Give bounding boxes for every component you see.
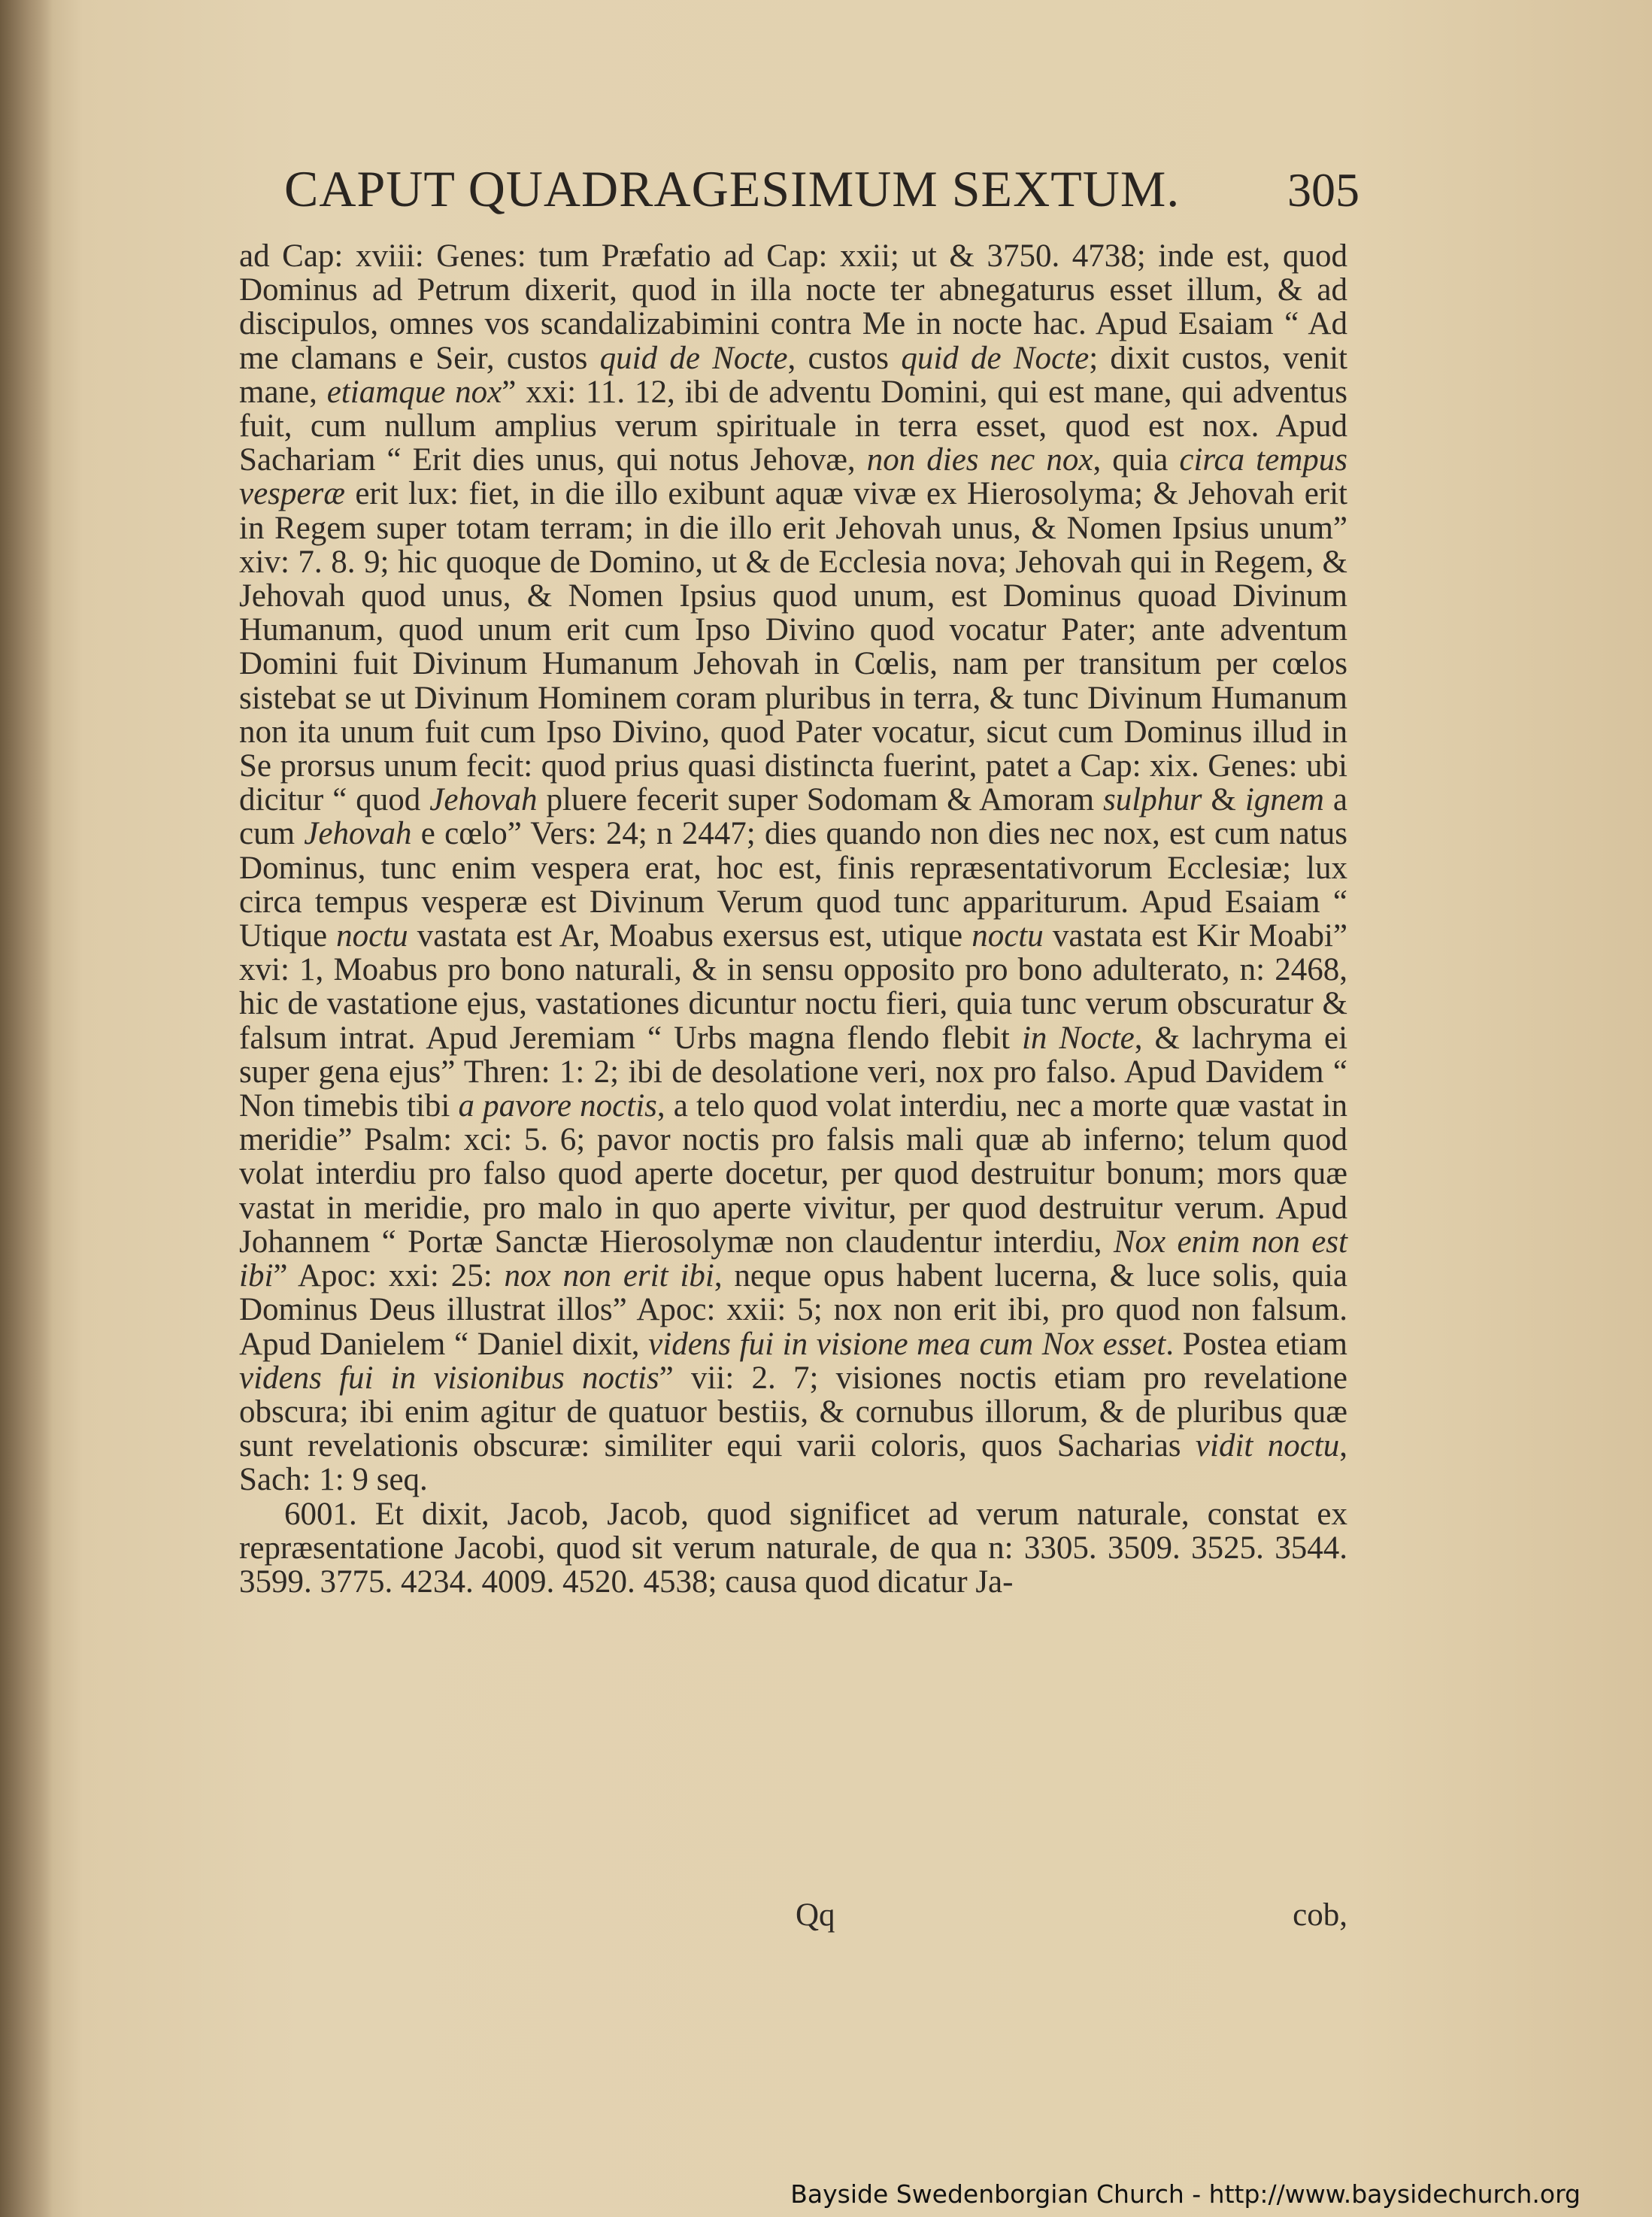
text-run: ad Cap: xviii: Genes: tum Præfatio ad Cap: xxii; ut & 3750. 4738; inde est, quod Dominus ad Petrum dixerit, quod in illa nocte ter abnegaturus esset illum, & ad discipulos, omnes vos scandalizabimini contra Me in nocte hac. Apud Esaiam “ Ad me clamans e Seir, custos <box>239 238 1347 376</box>
text-run: , neque opus habent lucerna, & luce solis, quia Dominus Deus illustrat illos” Apoc: xxii: 5; nox non erit ibi, pro quod non falsum. Apud Danielem “ Daniel dixit, <box>239 1258 1347 1362</box>
italic-run: videns fui in visione mea cum Nox esset <box>648 1326 1166 1362</box>
signature-mark: Qq <box>796 1897 835 1933</box>
text-run: vastata est Kir Moabi” xvi: 1, Moabus pro bono naturali, & in sensu opposito pro bono adulterato, n: 2468, hic de vastatione ejus, vastationes dicuntur noctu fieri, quia tunc verum obscuratur & falsum intrat. Apud Jeremiam “ Urbs magna flendo flebit <box>239 918 1347 1056</box>
italic-run: nox non erit ibi <box>504 1258 714 1294</box>
italic-run: noctu <box>336 918 408 954</box>
body-text <box>239 239 1347 1599</box>
italic-run: videns fui in visionibus noctis <box>239 1360 659 1396</box>
page-header <box>284 159 1359 219</box>
italic-run: sulphur <box>1103 782 1202 818</box>
text-run: ” xxi: 11. 12, ibi de adventu Domini, qui est mane, qui adventus fuit, cum nullum amplius verum spirituale in terra esset, quod est nox. Apud Sachariam “ Erit dies unus, qui notus Jehovæ, <box>239 374 1347 478</box>
text-run: pluere fecerit super Sodomam & Amoram <box>537 782 1104 818</box>
page-number: 305 <box>1287 163 1359 217</box>
italic-run: non dies nec nox <box>866 442 1093 478</box>
italic-run: etiamque nox <box>326 374 502 410</box>
paragraph-6001: 6001. Et dixit, Jacob, Jacob, quod significet ad verum naturale, constat ex repræsentatione Jacobi, quod sit verum naturale, de qua n: 3305. 3509. 3525. 3544. 3599. 3775. 4234. 4009. 4520. 4538; causa quod dicatur Ja- <box>239 1496 1347 1600</box>
text-run: , Sach: 1: 9 seq. <box>239 1428 1347 1498</box>
text-run: vastata est Ar, Moabus exersus est, utique <box>408 918 972 954</box>
page-footer <box>239 1897 1347 1939</box>
italic-run: vidit noctu <box>1195 1428 1340 1464</box>
text-run: & <box>1202 782 1245 818</box>
text-run: ; dixit custos, venit mane, <box>239 340 1348 410</box>
paragraph-continued <box>239 239 1347 1497</box>
watermark-credit: Bayside Swedenborgian Church - http://www.baysidechurch.org <box>790 2179 1581 2209</box>
italic-run: a pavore noctis <box>458 1088 657 1124</box>
text-run: erit lux: fiet, in die illo exibunt aquæ vivæ ex Hierosolyma; & Jehovah erit in Regem super totam terram; in die illo erit Jehovah unus, & Nomen Ipsius unum” xiv: 7. 8. 9; hic quoque de Domino, ut & de Ecclesia nova; Jehovah qui in Regem, & Jehovah quod unus, & Nomen Ipsius quod unum, est Dominus quoad Divinum Humanum, quod unum erit cum Ipso Divino quod vocatur Pater; ante adventum Domini fuit Divinum Humanum Jehovah in Cœlis, nam per transitum per cœlos sistebat se ut Divinum Hominem coram pluribus in terra, & tunc Divinum Humanum non ita unum fuit cum Ipso Divino, quod Pater vocatur, sicut cum Dominus illud in Se prorsus unum fecit: quod prius quasi distincta fuerint, patet a Cap: xix. Genes: ubi dicitur “ quod <box>239 476 1347 818</box>
text-run: , custos <box>787 340 902 376</box>
text-run: , & lachryma ei super gena ejus” Thren: 1: 2; ibi de desolatione veri, nox pro falso. Apud Davidem “ Non timebis tibi <box>239 1020 1348 1124</box>
text-run: ” Apoc: xxi: 25: <box>273 1258 505 1294</box>
text-run: ” vii: 2. 7; visiones noctis etiam pro revelatione obscura; ibi enim agitur de quatuor bestiis, & cornubus illorum, & de pluribus quæ sunt revelationis obscuræ: similiter equi varii coloris, quos Sacharias <box>239 1360 1347 1464</box>
italic-run: quid de Nocte <box>599 340 788 376</box>
italic-run: in Nocte <box>1021 1020 1135 1056</box>
text-run: a cum <box>239 782 1347 852</box>
italic-run: Jehovah <box>429 782 538 818</box>
italic-run: Jehovah <box>304 816 412 852</box>
italic-run: quid de Nocte <box>901 340 1090 376</box>
binding-gutter <box>0 0 53 2217</box>
catchword: cob, <box>1293 1897 1347 1933</box>
text-run: . Postea etiam <box>1165 1326 1347 1362</box>
text-run: e cœlo” Vers: 24; n 2447; dies quando non dies nec nox, est cum natus Dominus, tunc enim vespera erat, hoc est, finis repræsentativorum Ecclesiæ; lux circa tempus vesperæ est Divinum Verum quod tunc appariturum. Apud Esaiam “ Utique <box>239 816 1347 954</box>
text-run: , a telo quod volat interdiu, nec a morte quæ vastat in meridie” Psalm: xci: 5. 6; pavor noctis pro falsis mali quæ ab inferno; telum quod volat interdiu pro falso quod aperte docetur, per quod destruitur bonum; mors quæ vastat in meridie, pro malo in quo aperte vivitur, per quod destruitur verum. Apud Johannem “ Portæ Sanctæ Hierosolymæ non claudentur interdiu, <box>239 1088 1347 1260</box>
italic-run: circa tempus vesperæ <box>239 442 1348 512</box>
italic-run: noctu <box>971 918 1044 954</box>
running-title: CAPUT QUADRAGESIMUM SEXTUM. <box>284 160 1181 217</box>
text-run: , quia <box>1093 442 1180 478</box>
italic-run: Nox enim non est ibi <box>239 1224 1347 1294</box>
italic-run: ignem <box>1244 782 1324 818</box>
